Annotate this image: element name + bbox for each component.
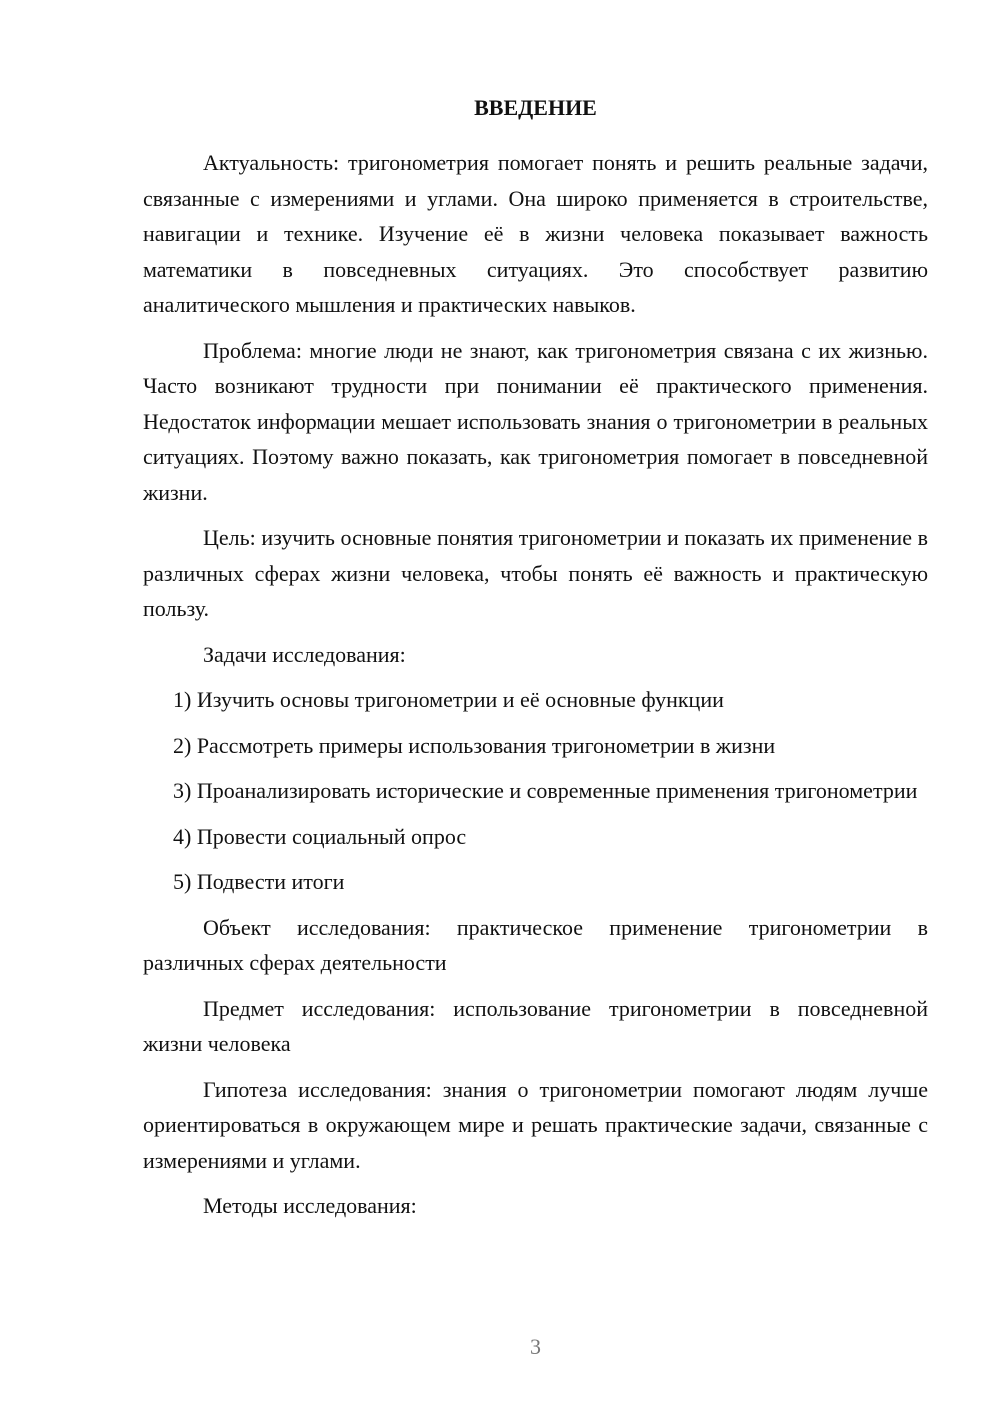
- paragraph-goal: Цель: изучить основные понятия тригонометрии и показать их применение в различных сферах жизни человека, чтобы понять её важность и практическую пользу.: [143, 525, 928, 621]
- paragraph-subject: Предмет исследования: использование тригонометрии в повседневной жизни человека: [143, 995, 928, 1056]
- task-item-3: 3) Проанализировать исторические и современные применения тригонометрии: [173, 778, 918, 803]
- methods-heading: Методы исследования:: [203, 1193, 417, 1218]
- paragraph-relevance: Актуальность: тригонометрия помогает понять и решить реальные задачи, связанные с измерениями и углами. Она широко применяется в строительстве, навигации и технике. Изучение её в жизни человека показывает важность математики в повседневных ситуациях. Это способствует развитию аналитического мышления и практических навыков.: [143, 150, 928, 317]
- task-item-2: 2) Рассмотреть примеры использования тригонометрии в жизни: [173, 732, 776, 758]
- paragraph-object: Объект исследования: практическое применение тригонометрии в различных сферах деятельности: [143, 914, 928, 975]
- section-title: ВВЕДЕНИЕ: [474, 95, 597, 120]
- task-item-5: 5) Подвести итоги: [173, 869, 345, 894]
- tasks-heading: Задачи исследования:: [203, 641, 406, 667]
- task-item-1: 1) Изучить основы тригонометрии и её основные функции: [173, 687, 724, 712]
- paragraph-hypothesis: Гипотеза исследования: знания о тригонометрии помогают людям лучше ориентироваться в окружающем мире и решать практические задачи, связанные с измерениями и углами.: [143, 1076, 928, 1173]
- paragraph-problem: Проблема: многие люди не знают, как тригонометрия связана с их жизнью. Часто возникают трудности при понимании её практического применения. Недостаток информации мешает использовать знания о тригонометрии в реальных ситуациях. Поэтому важно показать, как тригонометрия помогает в повседневной жизни.: [143, 337, 928, 505]
- task-item-4: 4) Провести социальный опрос: [173, 823, 467, 849]
- document-page: [143, 93, 928, 1224]
- page-number: 3: [530, 1334, 541, 1359]
